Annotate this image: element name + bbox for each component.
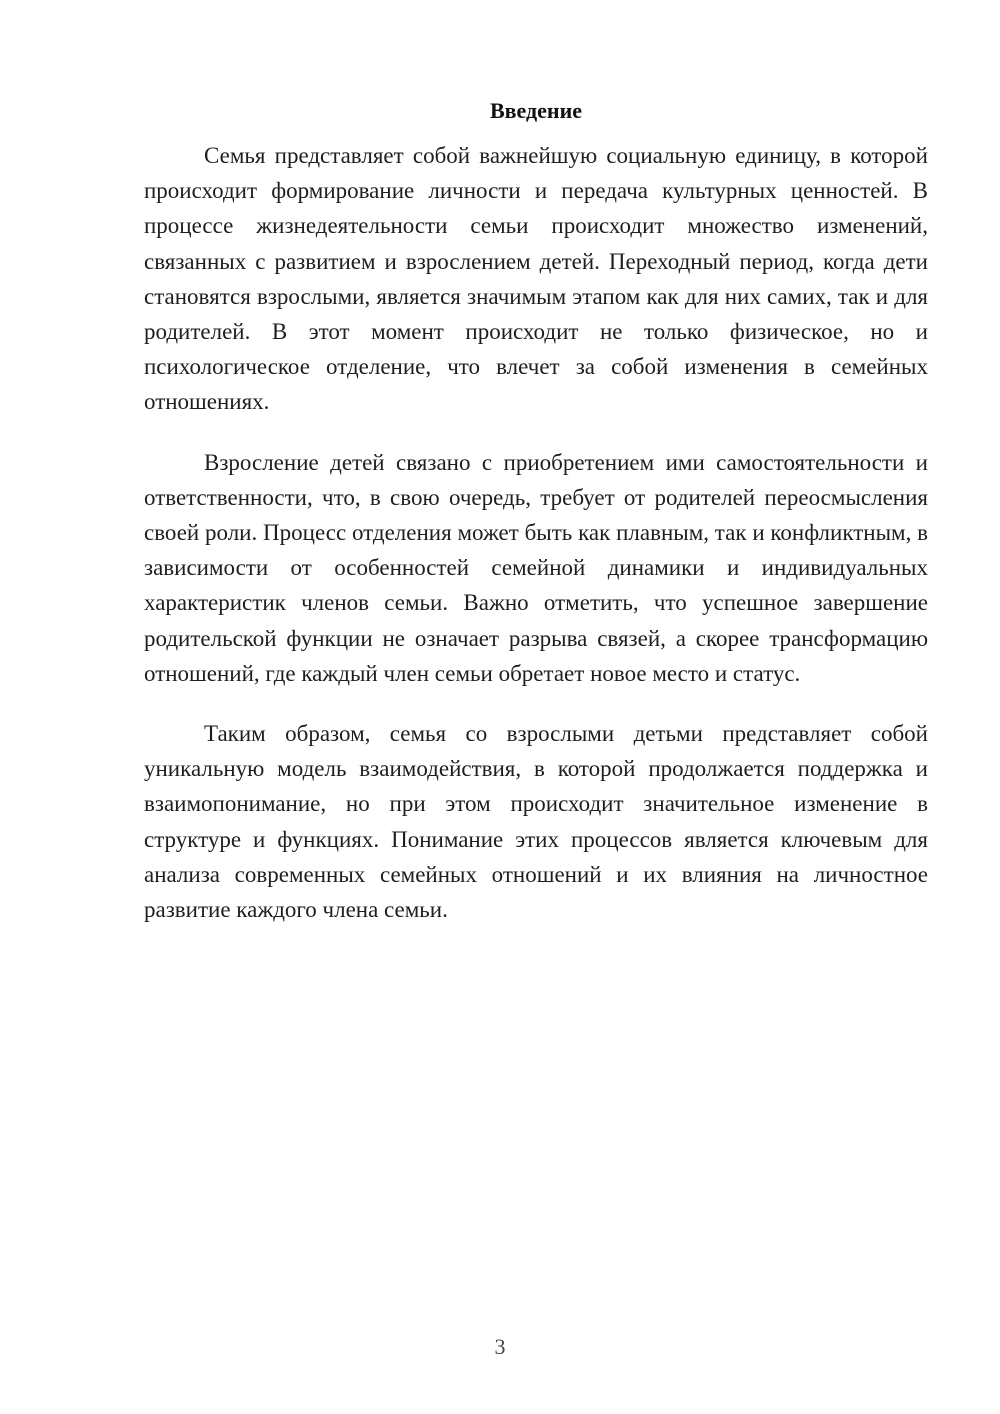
paragraph-3: Таким образом, семья со взрослыми детьми представляет собой уникальную модель взаимодействия, в которой продолжается поддержка и взаимопонимание, но при этом происходит значительное изменение в структуре и функциях. Понимание этих процессов является ключевым для анализа современных семейных отношений и их влияния на личностное развитие каждого члена семьи.: [144, 721, 928, 923]
page-content: [144, 96, 928, 952]
paragraph-1: Семья представляет собой важнейшую социальную единицу, в которой происходит формирование личности и передача культурных ценностей. В процессе жизнедеятельности семьи происходит множество изменений, связанных с развитием и взрослением детей. Переходный период, когда дети становятся взрослыми, является значимым этапом как для них самих, так и для родителей. В этот момент происходит не только физическое, но и психологическое отделение, что влечет за собой изменения в семейных отношениях.: [144, 143, 928, 415]
section-title: Введение: [489, 98, 583, 123]
paragraph-2: Взросление детей связано с приобретением ими самостоятельности и ответственности, что, в свою очередь, требует от родителей переосмысления своей роли. Процесс отделения может быть как плавным, так и конфликтным, в зависимости от особенностей семейной динамики и индивидуальных характеристик членов семьи. Важно отметить, что успешное завершение родительской функции не означает разрыва связей, а скорее трансформацию отношений, где каждый член семьи обретает новое место и статус.: [144, 449, 928, 686]
page-number: 3: [494, 1334, 506, 1359]
